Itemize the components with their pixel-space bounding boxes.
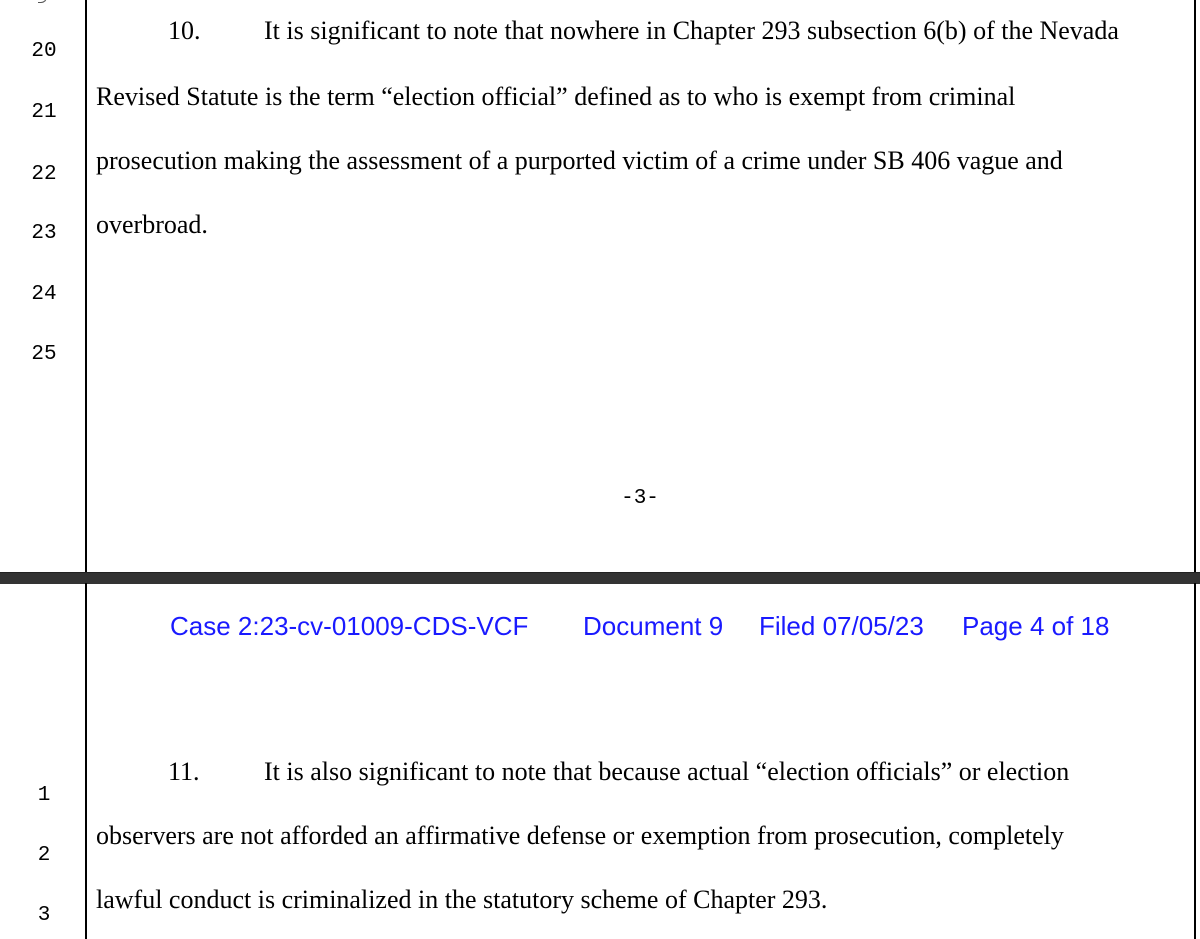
- line-number: 21: [31, 101, 57, 124]
- left-margin-rule: [85, 583, 87, 939]
- paragraph-number: 11.: [168, 757, 200, 786]
- page-count: Page 4 of 18: [962, 611, 1110, 641]
- paragraph-text-line: observers are not afforded an affirmative defense or exemption from prosecution, completely: [96, 821, 1064, 850]
- cut-line-number-mark: [38, 0, 47, 3]
- case-number: Case 2:23-cv-01009-CDS-VCF: [170, 611, 529, 641]
- line-number: 20: [31, 40, 57, 63]
- line-number: 2: [37, 844, 51, 867]
- right-margin-rule: [1194, 583, 1196, 939]
- document-number: Document 9: [583, 611, 724, 641]
- line-number: 1: [37, 784, 51, 807]
- filed-date: Filed 07/05/23: [759, 611, 924, 641]
- paragraph-text-line: Revised Statute is the term “election official” defined as to who is exempt from criminal: [96, 82, 1016, 111]
- page-number: -3-: [621, 487, 659, 510]
- line-number: 3: [37, 904, 51, 927]
- line-number: 22: [31, 163, 57, 186]
- paragraph-text-line: It is also significant to note that because actual “election officials” or election: [264, 757, 1070, 786]
- paragraph-text-line: lawful conduct is criminalized in the statutory scheme of Chapter 293.: [96, 885, 828, 914]
- paragraph-text-line: overbroad.: [96, 210, 208, 239]
- line-number: 23: [31, 222, 57, 245]
- paragraph-text-line: It is significant to note that nowhere in Chapter 293 subsection 6(b) of the Nevada: [264, 16, 1119, 45]
- paragraph-text-line: prosecution making the assessment of a purported victim of a crime under SB 406 vague and: [96, 146, 1063, 175]
- line-number: 25: [31, 343, 57, 366]
- line-number: 24: [31, 283, 57, 306]
- paragraph-number: 10.: [168, 16, 201, 45]
